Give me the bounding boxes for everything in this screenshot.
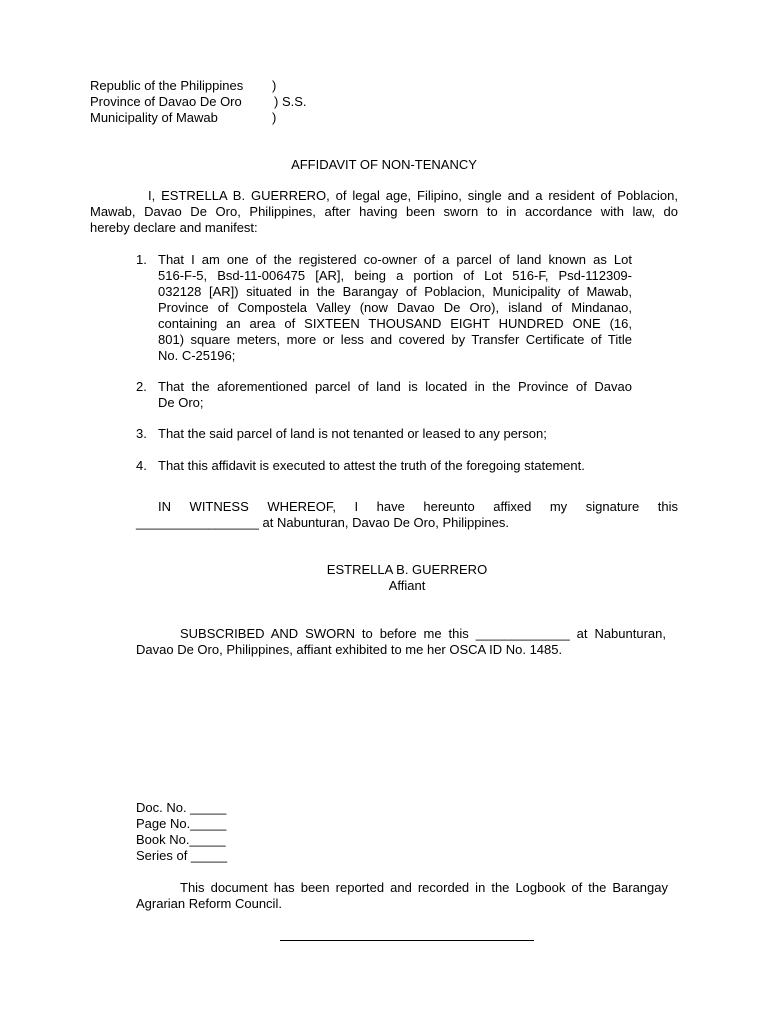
venue-municipality: Municipality of Mawab	[90, 110, 218, 125]
list-item-line: 516-F-5, Bsd-11-006475 [AR], being a portion of Lot 516-F, Psd-112309-	[158, 268, 632, 283]
page-number: Page No._____	[136, 816, 227, 831]
intro-line: Mawab, Davao De Oro, Philippines, after having been sworn to in accordance with law, do	[90, 204, 678, 219]
list-item-number: 2.	[136, 379, 147, 394]
venue-paren-bottom: )	[272, 110, 277, 125]
list-item-line: That the said parcel of land is not tenanted or leased to any person;	[158, 426, 547, 441]
list-item-line: That this affidavit is executed to attest the truth of the foregoing statement.	[158, 458, 585, 473]
affiant-name: ESTRELLA B. GUERRERO	[326, 562, 488, 577]
list-item	[136, 458, 632, 474]
witness-line: _________________ at Nabunturan, Davao De Oro, Philippines.	[136, 515, 509, 530]
affiant-role: Affiant	[388, 578, 426, 593]
jurat-line: SUBSCRIBED AND SWORN to before me this _____________ at Nabunturan,	[180, 626, 666, 641]
list-item-number: 4.	[136, 458, 147, 473]
list-item-text	[158, 458, 632, 474]
intro-line: I, ESTRELLA B. GUERRERO, of legal age, Filipino, single and a resident of Poblacion,	[148, 188, 678, 203]
doc-number: Doc. No. _____	[136, 800, 227, 815]
list-item-line: Province of Compostela Valley (now Davao De Oro), island of Mindanao,	[158, 300, 632, 315]
list-item-line: No. C-25196;	[158, 348, 236, 363]
jurat-line: Davao De Oro, Philippines, affiant exhibited to me her OSCA ID No. 1485.	[136, 642, 563, 657]
list-item-number: 1.	[136, 252, 147, 267]
council-line: This document has been reported and recorded in the Logbook of the Barangay	[180, 880, 668, 895]
list-item-line: 801) square meters, more or less and covered by Transfer Certificate of Title	[158, 332, 632, 347]
list-item-text	[158, 252, 632, 364]
list-item-line: containing an area of SIXTEEN THOUSAND EIGHT HUNDRED ONE (16,	[158, 316, 632, 331]
venue-province: Province of Davao De Oro	[90, 94, 242, 109]
notarial-register	[136, 800, 227, 864]
signature-line	[280, 940, 534, 941]
venue-republic: Republic of the Philippines	[90, 78, 244, 93]
venue-ss-mark: ) S.S.	[274, 94, 307, 109]
witness-line: IN WITNESS WHEREOF, I have hereunto affixed my signature this	[158, 499, 678, 514]
council-note	[136, 880, 668, 912]
council-line: Agrarian Reform Council.	[136, 896, 282, 911]
series-year: Series of _____	[136, 848, 228, 863]
list-item	[136, 426, 632, 442]
list-item-line: That the aforementioned parcel of land is located in the Province of Davao	[158, 379, 632, 394]
venue-paren-top: )	[272, 78, 277, 93]
list-item-number: 3.	[136, 426, 147, 441]
list-item-line: De Oro;	[158, 395, 204, 410]
document-title: AFFIDAVIT OF NON-TENANCY	[291, 157, 477, 172]
list-item	[136, 379, 632, 411]
book-number: Book No._____	[136, 832, 226, 847]
list-item-text	[158, 426, 632, 442]
intro-paragraph	[90, 188, 678, 236]
list-item-line: 032128 [AR]) situated in the Barangay of Poblacion, Municipality of Mawab,	[158, 284, 632, 299]
witness-clause	[136, 499, 678, 531]
list-item-line: That I am one of the registered co-owner of a parcel of land known as Lot	[158, 252, 632, 267]
list-item-text	[158, 379, 632, 411]
list-item	[136, 252, 632, 364]
jurat-paragraph	[136, 626, 666, 658]
intro-line: hereby declare and manifest:	[90, 220, 258, 235]
